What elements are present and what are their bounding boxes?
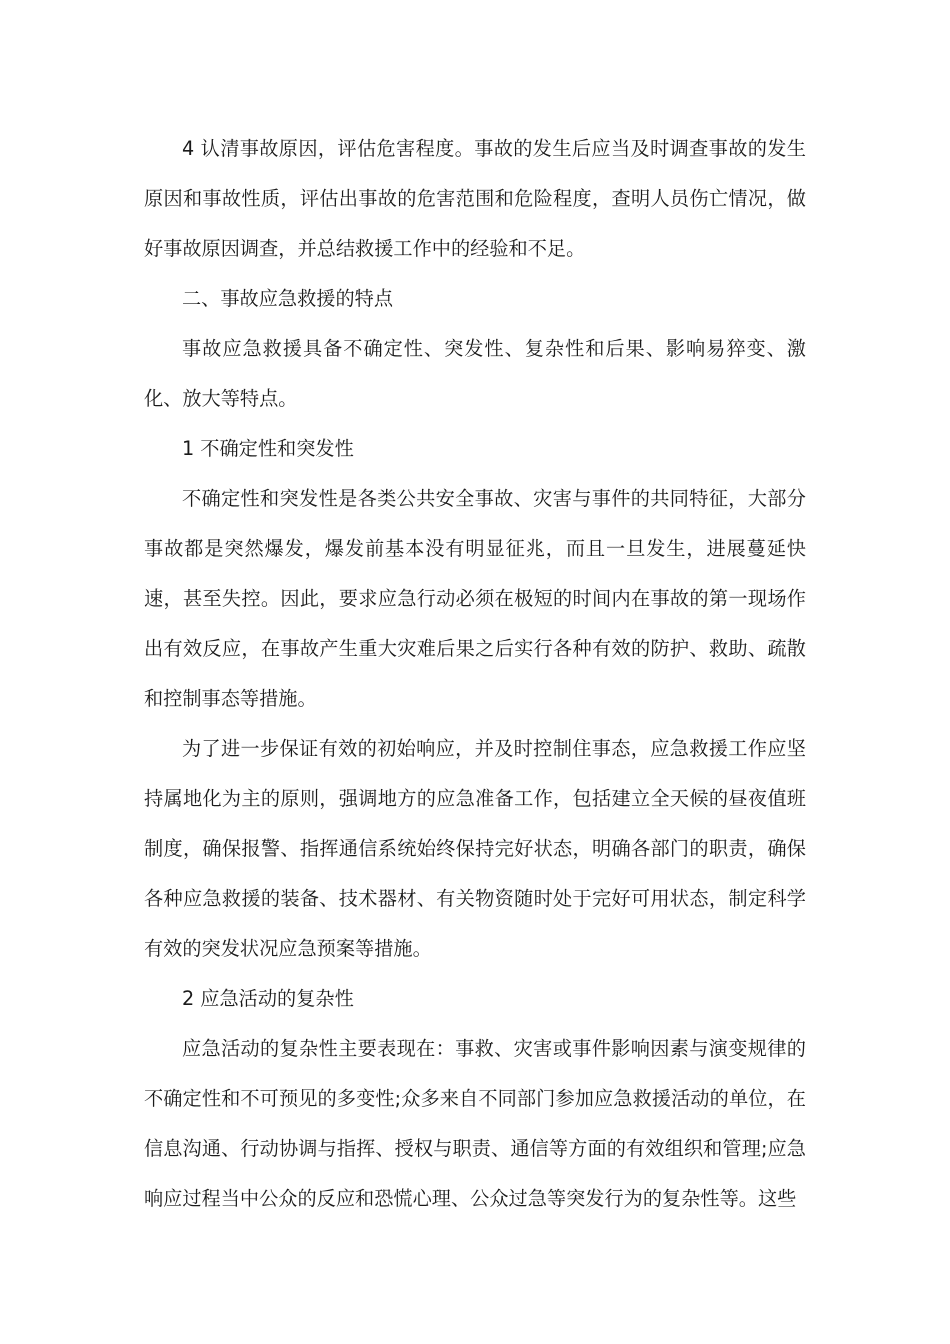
section-heading-features: 二、事故应急救援的特点 [182,287,394,310]
subheading-complexity: 2 应急活动的复杂性 [182,987,354,1010]
paragraph-cause-assessment: 4 认清事故原因，评估危害程度。事故的发生后应当及时调查事故的发生原因和事故性质，评估出事故的危害范围和危险程度，查明人员伤亡情况，做好事故原因调查，并总结救援工作中的经验和不足。 [144,137,806,260]
paragraph-complexity: 应急活动的复杂性主要表现在：事救、灾害或事件影响因素与演变规律的不确定性和不可预见的多变性;众多来自不同部门参加应急救援活动的单位，在信息沟通、行动协调与指挥、授权与职责、通信等方面的有效组织和管理;应急响应过程当中公众的反应和恐慌心理、公众过急等突发行为的复杂性等。这些 [144,1037,806,1210]
document-page [144,124,806,1224]
subheading-uncertainty: 1 不确定性和突发性 [182,437,354,460]
paragraph-uncertainty: 不确定性和突发性是各类公共安全事故、灾害与事件的共同特征，大部分事故都是突然爆发，爆发前基本没有明显征兆，而且一旦发生，进展蔓延快速，甚至失控。因此，要求应急行动必须在极短的时间内在事故的第一现场作出有效反应，在事故产生重大灾难后果之后实行各种有效的防护、救助、疏散和控制事态等措施。 [144,487,806,710]
paragraph-features-summary: 事故应急救援具备不确定性、突发性、复杂性和后果、影响易猝变、激化、放大等特点。 [144,337,806,410]
paragraph-initial-response: 为了进一步保证有效的初始响应，并及时控制住事态，应急救援工作应坚持属地化为主的原则，强调地方的应急准备工作，包括建立全天候的昼夜值班制度，确保报警、指挥通信系统始终保持完好状态，明确各部门的职责，确保各种应急救援的装备、技术器材、有关物资随时处于完好可用状态，制定科学有效的突发状况应急预案等措施。 [144,737,806,960]
